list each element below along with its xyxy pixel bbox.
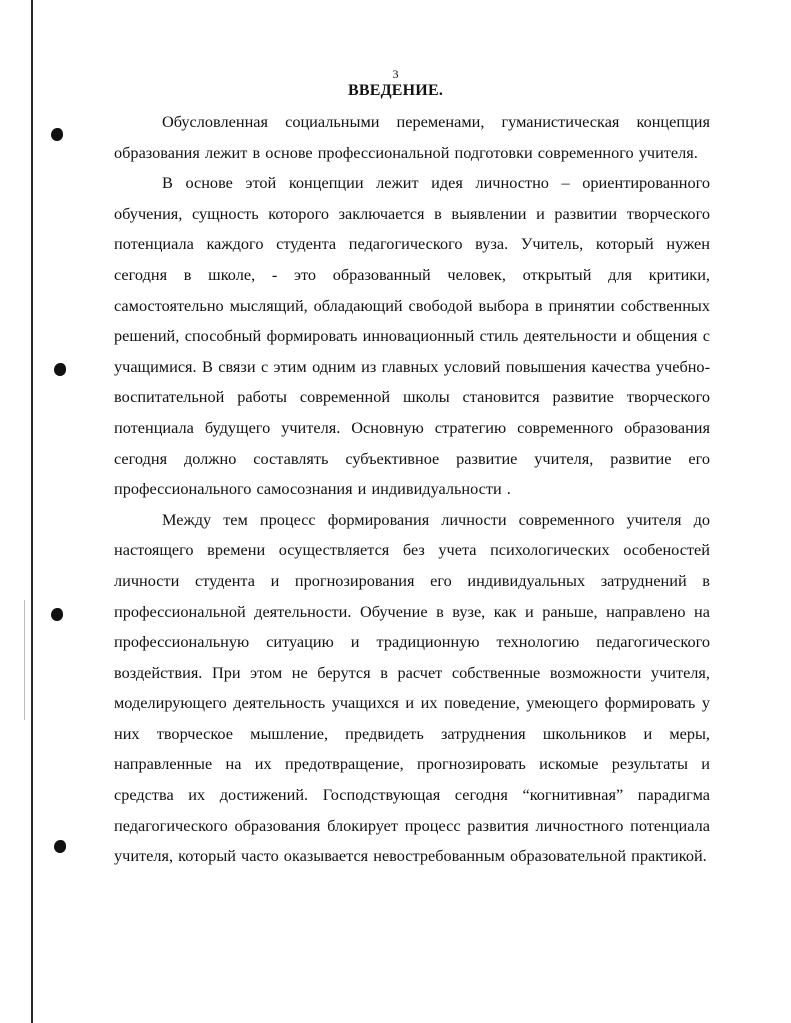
paragraph: В основе этой концепции лежит идея личностно – ориентированного обучения, сущность которого заключается в выявлении и развитии творческого потенциала каждого студента педагогического вуза. Учитель, который нужен сегодня в школе, - это образованный человек, открытый для критики, самостоятельно мыслящий, обладающий свободой выбора в принятии собственных решений, способный формировать инновационный стиль деятельности и общения с учащимися. В связи с этим одним из главных условий повышения качества учебно-воспитательной работы современной школы становится развитие творческого потенциала будущего учителя. Основную стратегию современного образования сегодня должно составлять субъективное развитие учителя, развитие его профессионального самосознания и индивидуальности .: [114, 173, 710, 499]
punch-hole-mark: [54, 840, 66, 853]
page-number: 3: [392, 67, 399, 81]
paragraph: Между тем процесс формирования личности современного учителя до настоящего времени осуществляется без учета психологических особеностей личности студента и прогнозирования его индивидуальных затруднений в профессиональной деятельности. Обучение в вузе, как и раньше, направлено на профессиональную ситуацию и традиционную технологию педагогического воздействия. При этом не берутся в расчет собственные возможности учителя, моделирующего деятельность учащихся и их поведение, умеющего формировать у них творческое мышление, предвидеть затруднения школьников и меры, направленные на их предотвращение, прогнозировать искомые результаты и средства их достижений. Господствующая сегодня “когнитивная” парадигма педагогического образования блокирует процесс развития личностного потенциала учителя, который часто оказывается невостребованным образовательной практикой.: [114, 509, 710, 866]
scan-binding-edge: [31, 0, 33, 1023]
section-heading: ВВЕДЕНИЕ.: [347, 82, 444, 99]
scan-edge-shadow: [24, 600, 25, 720]
punch-hole-mark: [51, 608, 63, 621]
punch-hole-mark: [54, 363, 66, 376]
punch-hole-mark: [51, 128, 63, 141]
paragraph: Обусловленная социальными переменами, гуманистическая концепция образования лежит в основе профессиональной подготовки современного учителя.: [114, 112, 710, 162]
body-text: [114, 107, 710, 872]
